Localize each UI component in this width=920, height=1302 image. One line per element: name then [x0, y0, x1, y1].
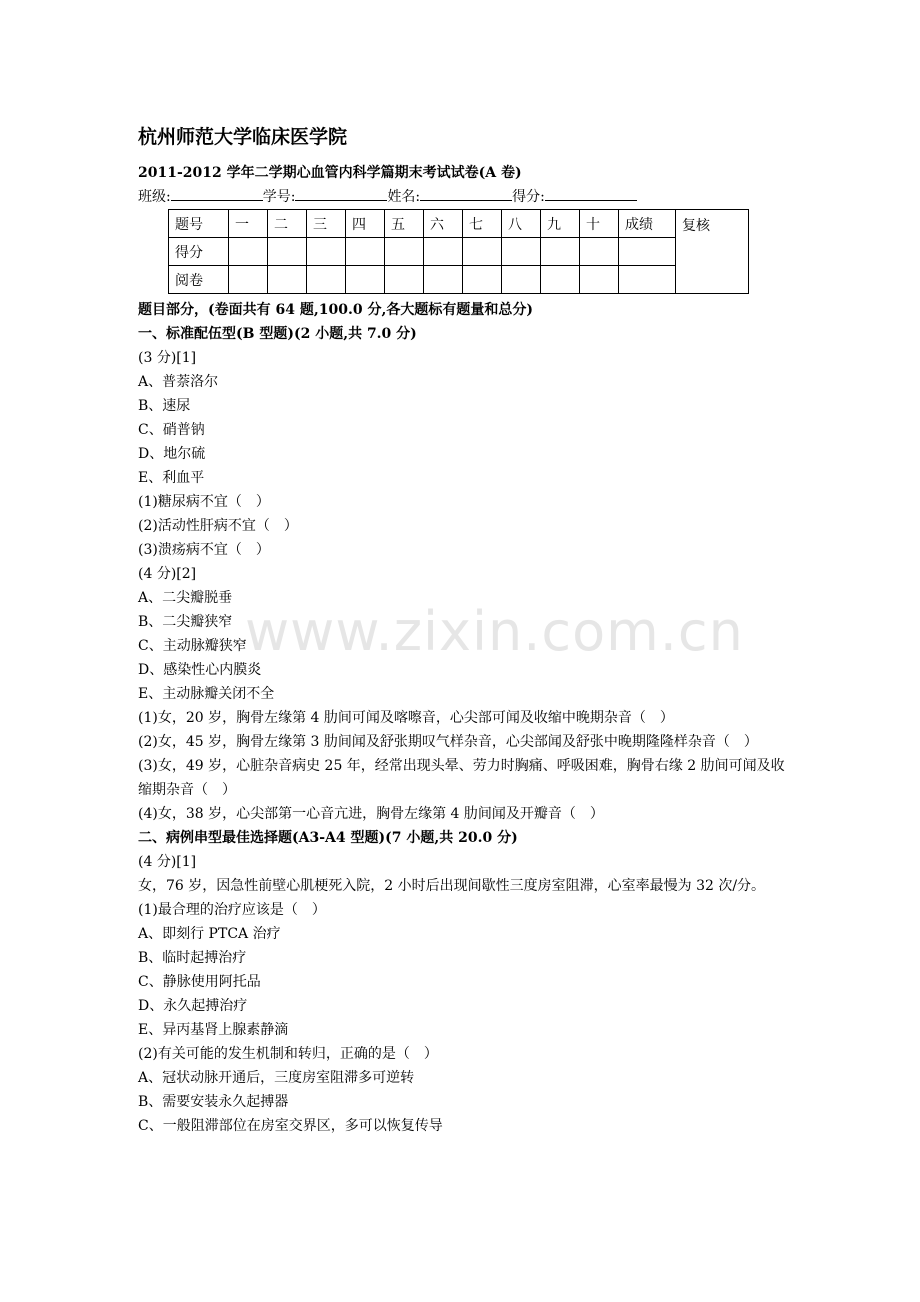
grader-row	[169, 266, 749, 294]
score-cell[interactable]	[463, 238, 502, 266]
option: A、二尖瓣脱垂	[138, 590, 233, 606]
class-label: 班级:	[138, 189, 171, 205]
sub-question: (4)女，38 岁，心尖部第一心音亢进，胸骨左缘第 4 肋间闻及开瓣音（ ）	[138, 806, 604, 822]
score-cell[interactable]	[502, 238, 541, 266]
question-header: (3 分)[1]	[138, 350, 197, 366]
sub-question: (3)女，49 岁，心脏杂音病史 25 年，经常出现头晕、劳力时胸痛、呼吸困难，胸骨右缘 2 肋间可闻及收缩期杂音（ ）	[138, 758, 785, 798]
score-blank[interactable]	[545, 186, 637, 201]
col-10: 十	[580, 210, 619, 238]
sub-question: (2)女，45 岁，胸骨左缘第 3 肋间闻及舒张期叹气样杂音，心尖部闻及舒张中晚期隆隆样杂音（ ）	[138, 734, 758, 750]
score-table-header-row	[169, 210, 749, 238]
grader-cell[interactable]	[580, 266, 619, 294]
exam-title: 2011-2012 学年二学期心血管内科学篇期末考试试卷(A 卷)	[138, 165, 522, 181]
grader-cell[interactable]	[385, 266, 424, 294]
score-cell[interactable]	[268, 238, 307, 266]
score-table	[168, 209, 749, 294]
sub-question: (1)女，20 岁，胸骨左缘第 4 肋间可闻及喀嚓音，心尖部可闻及收缩中晚期杂音（ ）	[138, 710, 674, 726]
option: B、需要安装永久起搏器	[138, 1094, 289, 1110]
grader-cell[interactable]	[307, 266, 346, 294]
score-cell[interactable]	[307, 238, 346, 266]
intro-text: 题目部分，(卷面共有 64 题,100.0 分,各大题标有题量和总分)	[138, 302, 533, 318]
grader-cell[interactable]	[268, 266, 307, 294]
total-grader-cell[interactable]	[619, 266, 676, 294]
case-stem: 女，76 岁，因急性前壁心肌梗死入院，2 小时后出现间歇性三度房室阻滞，心室率最慢为 32 次/分。	[138, 878, 766, 894]
score-cell[interactable]	[580, 238, 619, 266]
grader-cell[interactable]	[424, 266, 463, 294]
option: C、静脉使用阿托品	[138, 974, 261, 990]
sub-question: (2)有关可能的发生机制和转归，正确的是（ ）	[138, 1046, 438, 1062]
id-blank[interactable]	[295, 186, 387, 201]
option: D、永久起搏治疗	[138, 998, 248, 1014]
question-header: (4 分)[1]	[138, 854, 197, 870]
score-label: 得分:	[512, 189, 545, 205]
grader-cell[interactable]	[463, 266, 502, 294]
score-cell[interactable]	[541, 238, 580, 266]
grader-cell[interactable]	[229, 266, 268, 294]
result-header: 成绩	[619, 210, 676, 238]
name-label: 姓名:	[387, 189, 421, 205]
score-row	[169, 238, 749, 266]
name-blank[interactable]	[420, 186, 512, 201]
score-row-label: 得分	[169, 238, 229, 266]
sub-question: (2)活动性肝病不宜（ ）	[138, 518, 298, 534]
class-blank[interactable]	[171, 186, 263, 201]
option: E、异丙基肾上腺素静滴	[138, 1022, 289, 1038]
score-cell[interactable]	[346, 238, 385, 266]
col-9: 九	[541, 210, 580, 238]
option: E、主动脉瓣关闭不全	[138, 686, 275, 702]
col-5: 五	[385, 210, 424, 238]
grader-cell[interactable]	[346, 266, 385, 294]
option: D、感染性心内膜炎	[138, 662, 262, 678]
col-2: 二	[268, 210, 307, 238]
option: C、主动脉瓣狭窄	[138, 638, 247, 654]
option: D、地尔硫	[138, 446, 206, 462]
option: B、临时起搏治疗	[138, 950, 247, 966]
score-cell[interactable]	[424, 238, 463, 266]
option: B、二尖瓣狭窄	[138, 614, 233, 630]
question-header: (4 分)[2]	[138, 566, 197, 582]
option: A、普萘洛尔	[138, 374, 219, 390]
review-header: 复核	[676, 210, 749, 294]
score-cell[interactable]	[385, 238, 424, 266]
grader-cell[interactable]	[541, 266, 580, 294]
section2-title: 二、病例串型最佳选择题(A3-A4 型题)(7 小题,共 20.0 分)	[138, 830, 518, 846]
col-1: 一	[229, 210, 268, 238]
sub-question: (1)最合理的治疗应该是（ ）	[138, 902, 326, 918]
school-name: 杭州师范大学临床医学院	[138, 126, 348, 148]
grader-row-label: 阅卷	[169, 266, 229, 294]
watermark: www.zixin.com.cn	[245, 600, 744, 663]
option: B、速尿	[138, 398, 191, 414]
id-label: 学号:	[262, 189, 296, 205]
col-6: 六	[424, 210, 463, 238]
col-8: 八	[502, 210, 541, 238]
section1-title: 一、标准配伍型(B 型题)(2 小题,共 7.0 分)	[138, 326, 417, 342]
col-7: 七	[463, 210, 502, 238]
exam-body	[138, 298, 788, 1138]
option: C、一般阻滞部位在房室交界区，多可以恢复传导	[138, 1118, 443, 1134]
sub-question: (1)糖尿病不宜（ ）	[138, 494, 270, 510]
sub-question: (3)溃疡病不宜（ ）	[138, 542, 270, 558]
student-info-row	[138, 186, 637, 206]
col-4: 四	[346, 210, 385, 238]
score-cell[interactable]	[229, 238, 268, 266]
option: A、即刻行 PTCA 治疗	[138, 926, 281, 942]
col-header-cell: 题号	[169, 210, 229, 238]
option: E、利血平	[138, 470, 205, 486]
option: C、硝普钠	[138, 422, 205, 438]
col-3: 三	[307, 210, 346, 238]
grader-cell[interactable]	[502, 266, 541, 294]
total-score-cell[interactable]	[619, 238, 676, 266]
option: A、冠状动脉开通后，三度房室阻滞多可逆转	[138, 1070, 415, 1086]
